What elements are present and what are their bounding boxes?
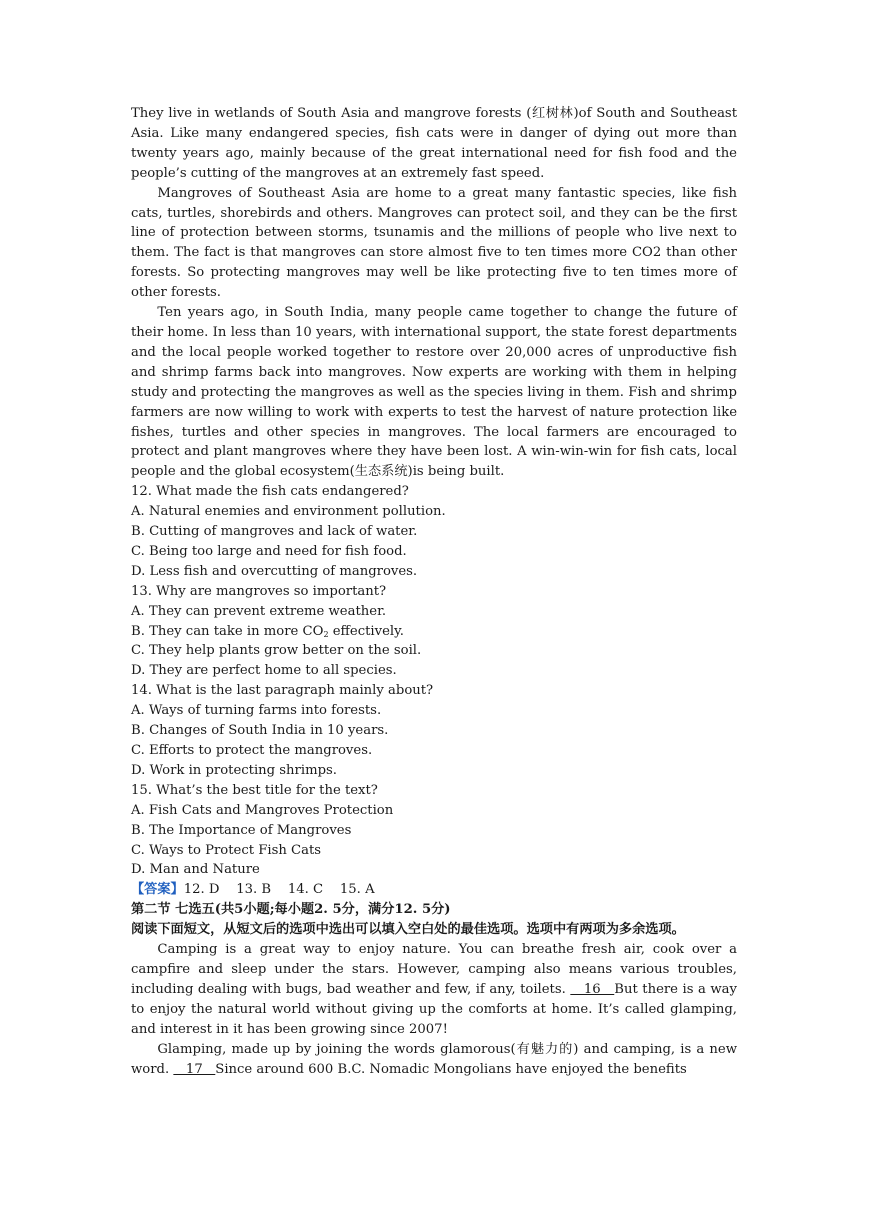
question-13: [131, 582, 737, 682]
question-15: [131, 781, 737, 881]
option-b: B. Changes of South India in 10 years.: [131, 723, 389, 739]
option-d: D. Less fish and overcutting of mangroves.: [131, 563, 418, 579]
option-b: B. The Importance of Mangroves: [131, 822, 352, 838]
passage-paragraph-2: Mangroves of Southeast Asia are home to a great many fantastic species, like fish cats, turtles, shorebirds and others. Mangroves can protect soil, and they can be the first line of protection between storms, tsunamis and the millions of people who live next to them. The fact is that mangroves can store almost five to ten times more CO2 than other forests. So protecting mangroves may well be like protecting five to ten times more of other forests.: [131, 185, 737, 301]
cloze-text-end: But there is a way to enjoy the natural world without giving up the comforts at home. It’s called glamping, and interest in it has been growing since 2007!: [131, 981, 737, 1037]
section-heading: 第二节 七选五(共5小题;每小题2. 5分，满分12. 5分): [131, 902, 451, 918]
option-d: D. Work in protecting shrimps.: [131, 762, 337, 778]
cloze-text-start: Camping is a great way to enjoy nature. You can breathe fresh air, cook over a campfire and sleep under the stars. However, camping also means various troubles, including dealing with bugs, bad weather and few, if any, toilets.: [131, 942, 737, 997]
option-d: D. Man and Nature: [131, 862, 260, 878]
question-stem: 12. What made the fish cats endangered?: [131, 484, 409, 500]
option-c: C. They help plants grow better on the soil.: [131, 643, 422, 659]
cloze-text-end: Since around 600 B.C. Nomadic Mongolians have enjoyed the benefits: [215, 1061, 687, 1077]
question-12: [131, 482, 737, 582]
option-b-tail: effectively.: [328, 623, 404, 639]
blank-16: 16: [570, 981, 615, 997]
question-stem: 13. Why are mangroves so important?: [131, 583, 387, 599]
cloze-paragraph-2: [131, 1040, 737, 1080]
option-d: D. They are perfect home to all species.: [131, 663, 397, 679]
section-instruction: 阅读下面短文，从短文后的选项中选出可以填入空白处的最佳选项。选项中有两项为多余选项。: [131, 922, 685, 938]
option-b-text: B. They can take in more CO: [131, 623, 324, 639]
co2-subscript: 2: [323, 629, 329, 639]
cloze-text-start: Glamping, made up by joining the words glamorous(有魅力的) and camping, is a new word.: [131, 1041, 737, 1077]
question-14: [131, 681, 737, 781]
question-stem: 14. What is the last paragraph mainly about?: [131, 683, 434, 699]
option-c: C. Ways to Protect Fish Cats: [131, 842, 322, 858]
option-b: [131, 622, 737, 642]
option-a: A. Natural enemies and environment pollution.: [131, 504, 446, 520]
option-a: A. Ways of turning farms into forests.: [131, 703, 382, 719]
option-a: A. Fish Cats and Mangroves Protection: [131, 802, 394, 818]
passage-paragraph-3: Ten years ago, in South India, many people came together to change the future of their home. In less than 10 years, with international support, the state forest departments and the local people worked together to restore over 20,000 acres of unproductive fish and shrimp farms back into mangroves. Now experts are working with them in helping study and protecting the mangroves as well as the species living in them. Fish and shrimp farmers are now willing to work with experts to test the harvest of nature protection like fishes, turtles and other species in mangroves. The local farmers are encouraged to protect and plant mangroves where they have been lost. A win-win-win for fish cats, local people and the global ecosystem(生态系统)is being built.: [131, 305, 737, 480]
answer-text: 12. D 13. B 14. C 15. A: [183, 882, 375, 898]
answer-line: [131, 880, 737, 900]
document-page: [131, 104, 737, 1079]
option-c: C. Being too large and need for fish food.: [131, 543, 407, 559]
question-stem: 15. What’s the best title for the text?: [131, 782, 378, 798]
option-c: C. Efforts to protect the mangroves.: [131, 743, 373, 758]
option-b: B. Cutting of mangroves and lack of water.: [131, 524, 418, 540]
blank-17: 17: [173, 1061, 216, 1077]
option-a: A. They can prevent extreme weather.: [131, 603, 387, 619]
passage-paragraph-1: They live in wetlands of South Asia and mangrove forests (红树林)of South and Southeast Asia. Like many endangered species, fish cats were in danger of dying out more than twenty years ago, mainly because of the great international need for fish food and the people’s cutting of the mangroves at an extremely fast speed.: [131, 106, 737, 181]
answer-label: 【答案】: [131, 882, 184, 898]
cloze-paragraph-1: [131, 940, 737, 1040]
